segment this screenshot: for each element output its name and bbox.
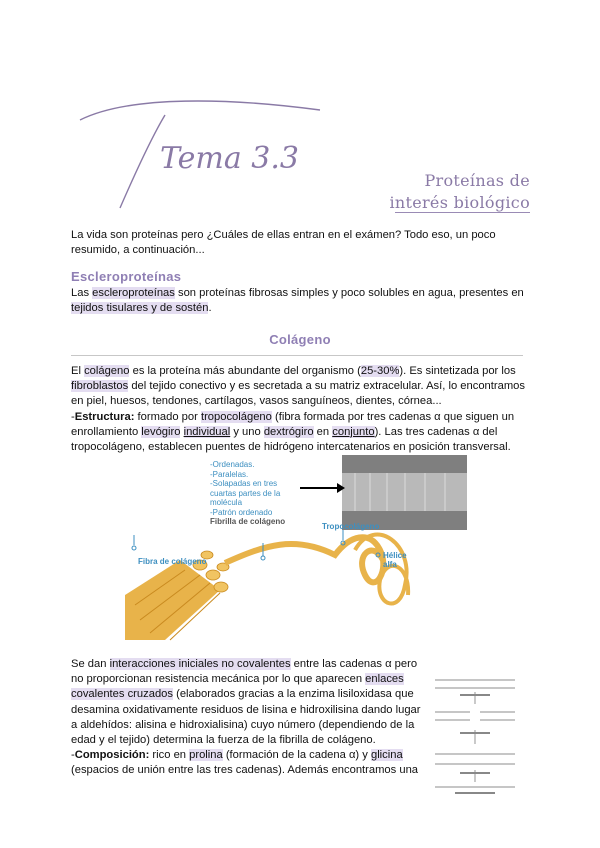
colageno-text <box>71 364 531 455</box>
highlight: tejidos tisulares y de sostén <box>71 302 209 315</box>
composicion-paragraph: -Composición: rico en prolina (formación de la cadena α) y glicina (espacios de unión entre las tres cadenas). Además encontramos una <box>71 749 419 777</box>
figure-note: -Paralelas. <box>210 469 249 479</box>
highlight: colágeno <box>84 365 130 377</box>
collagen-illustration <box>125 455 515 645</box>
colageno-paragraph: El colágeno es la proteína más abundante del organismo (25-30%). Es sintetizada por los fibroblastos del tejido conectivo y es secretada a su matriz extracelular. Así, lo encontramos en piel, huesos, tendones, cartílagos, vasos sanguíneos, dientes, córnea... <box>71 365 525 408</box>
highlight: dextrógiro <box>263 425 314 438</box>
figure-note: -Ordenadas. <box>210 460 255 469</box>
highlight: escleroproteínas <box>92 287 175 299</box>
label-helice: Hélice alfa <box>383 551 407 569</box>
label-fibra: Fibra de colágeno <box>138 557 207 566</box>
estructura-paragraph: -Estructura: formado por tropocolágeno (fibra formada por tres cadenas α que siguen un enrollamiento levógiro individual y uno dextrógiro en conjunto). Las tres cadenas α del tropocolágeno, establecen puentes de hidrógeno intercatenarios en posición transversal. <box>71 410 515 454</box>
crosslink-paragraph: Se dan interacciones iniciales no covalentes entre las cadenas α pero no proporcionan resistencia mecánica por lo que aparecen enlaces covalentes cruzados (elaborados gracias a la enzima lisiloxidasa que desamina oxidativamente residuos de lisina e hidroxilisina dando lugar a aldehídos: alisina e hidroxialisina) cuyo número (dependiendo de la edad y el tejido) determina la fuerza de la fibrilla de colágeno. <box>71 658 421 747</box>
highlight: individual <box>183 425 231 438</box>
label-tropocolageno: Tropocolágeno <box>322 522 380 531</box>
highlight: prolina <box>189 749 223 762</box>
figure-note: cuartas partes de la <box>210 488 281 498</box>
figure-note: -Solapadas en tres <box>210 479 278 488</box>
highlight: glicina <box>370 749 403 762</box>
highlight: 25-30% <box>360 365 400 377</box>
highlight: fibroblastos <box>71 380 129 393</box>
highlight: conjunto <box>332 425 375 438</box>
section-heading-colageno: Colágeno <box>269 332 331 347</box>
page-title: Tema 3.3 <box>160 141 300 176</box>
intro-paragraph: La vida son proteínas pero ¿Cuáles de ellas entran en el exámen? Todo eso, un poco resumido, a continuación... <box>71 229 496 257</box>
label-fibrilla: Fibrilla de colágeno <box>210 517 286 526</box>
crosslink-text <box>71 657 421 779</box>
figure-notes <box>210 460 285 527</box>
escleroproteinas-paragraph: Las escleroproteínas son proteínas fibrosas simples y poco solubles en agua, presentes en tejidos tisulares y de sostén. <box>71 287 524 315</box>
highlight: tropocolágeno <box>200 410 272 423</box>
subtitle-underline <box>395 212 530 213</box>
figure-note: -Patrón ordenado <box>210 507 273 517</box>
subtitle-line: interés biológico <box>389 193 530 212</box>
highlight: levógiro <box>141 425 181 438</box>
title-block <box>70 90 530 220</box>
divider <box>71 355 523 356</box>
page-subtitle <box>389 170 530 214</box>
highlight: interacciones iniciales no covalentes <box>109 658 291 670</box>
subtitle-line: Proteínas de <box>424 171 530 190</box>
section-heading-escleroproteinas: Escleroproteínas <box>71 269 182 284</box>
figure-note: molécula <box>210 498 243 507</box>
collagen-figure <box>125 455 515 645</box>
highlight: enlaces covalentes cruzados <box>71 673 404 701</box>
crosslink-scheme-image <box>430 672 520 797</box>
